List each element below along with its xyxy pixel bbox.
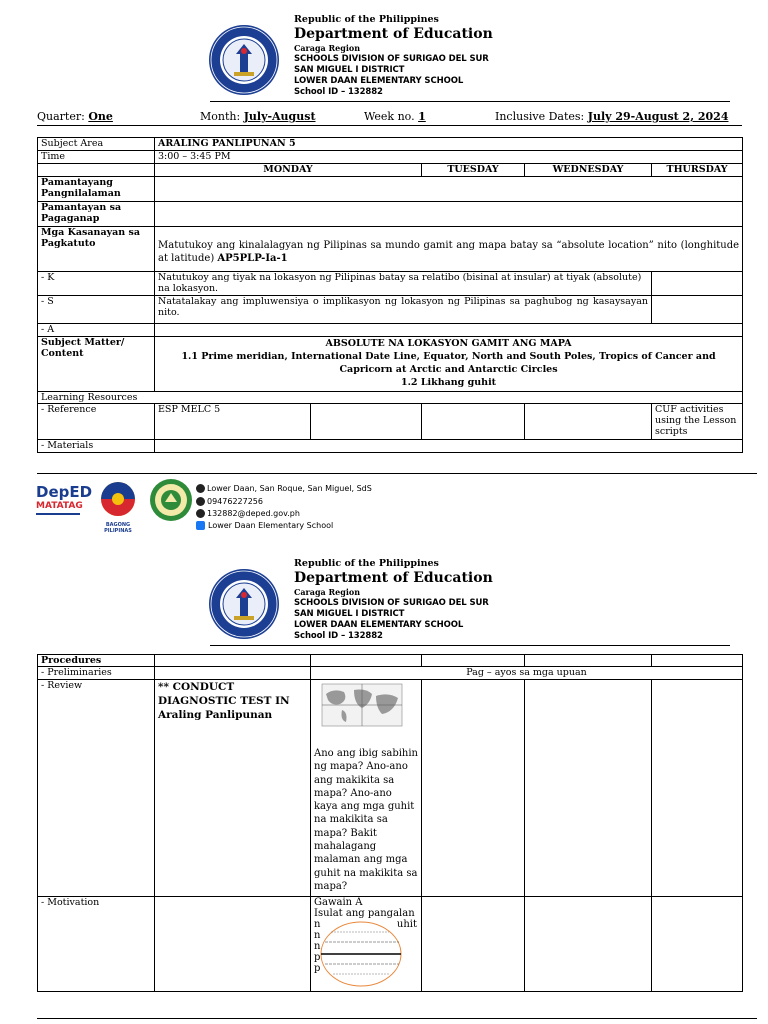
header-divider-page2: [210, 645, 730, 646]
region-label: Caraga Region: [294, 43, 361, 53]
division-label: SCHOOLS DIVISION OF SURIGAO DEL SUR: [294, 54, 489, 64]
preliminaries-value: Pag – ayos sa mga upuan: [311, 667, 743, 680]
motivation-fragments: n n n p p: [314, 919, 321, 974]
preliminaries-label: - Preliminaries: [38, 667, 155, 680]
department-title-page2: Department of Education: [294, 570, 493, 586]
materials-value: [155, 440, 743, 453]
motivation-wednesday: [422, 897, 525, 992]
world-map-image-icon: [314, 682, 410, 730]
email-icon: [196, 509, 205, 518]
reference-monday: ESP MELC 5: [155, 404, 311, 440]
procedures-thu: [525, 655, 652, 667]
footer-phone: 09476227256: [196, 497, 263, 506]
lesson-plan-table: [37, 137, 743, 453]
subject-area-label: Subject Area: [38, 138, 155, 151]
department-title: Department of Education: [294, 26, 493, 42]
motivation-monday: [155, 897, 311, 992]
day-thursday: THURSDAY: [652, 164, 743, 177]
s-label: - S: [38, 296, 155, 324]
reference-label: - Reference: [38, 404, 155, 440]
month-info: Month: July-August: [200, 110, 316, 123]
republic-label-page2: Republic of the Philippines: [294, 558, 439, 569]
a-value: [155, 324, 743, 337]
performance-standard-value: [155, 202, 743, 227]
week-info: Week no. 1: [364, 110, 426, 123]
motivation-fragment-right: uhit: [396, 919, 417, 930]
k-label: - K: [38, 272, 155, 296]
subject-matter-item-2: 1.2 Likhang guhit: [400, 377, 497, 388]
procedures-label: Procedures: [38, 655, 155, 667]
motivation-label: - Motivation: [38, 897, 155, 992]
school-label-page2: LOWER DAAN ELEMENTARY SCHOOL: [294, 620, 464, 630]
time-label: Time: [38, 151, 155, 164]
footer-address: Lower Daan, San Roque, San Miguel, SdS: [196, 484, 372, 493]
month-value: July-August: [243, 110, 316, 123]
division-label-page2: SCHOOLS DIVISION OF SURIGAO DEL SUR: [294, 598, 489, 608]
deped-seal-icon-page2: [208, 568, 280, 640]
content-standard-value: [155, 177, 743, 202]
district-label-page2: SAN MIGUEL I DISTRICT: [294, 609, 405, 619]
matatag-brand: MATATAG: [36, 501, 83, 511]
review-tuesday: [311, 680, 422, 897]
reference-thursday: [525, 404, 652, 440]
deped-matatag-logo: [36, 483, 93, 524]
learning-resources-label: Learning Resources: [38, 392, 743, 404]
materials-label: - Materials: [38, 440, 155, 453]
republic-label: Republic of the Philippines: [294, 14, 439, 25]
region-label-page2: Caraga Region: [294, 587, 361, 597]
day-monday: MONDAY: [155, 164, 422, 177]
k-value: Natutukoy ang tiyak na lokasyon ng Pilipinas batay sa relatibo (bisinal at insular) at tiyak (absolute) na lokasyon.: [155, 272, 652, 296]
s-friday: [652, 296, 743, 324]
oval-diagram-icon: [319, 920, 403, 988]
subject-matter-item-1: 1.1 Prime meridian, International Date Line, Equator, North and South Poles, Tropics of Cancer and Capricorn at Arctic and Antarctic Circles: [181, 351, 716, 375]
facebook-icon: [196, 521, 205, 530]
header-divider: [210, 101, 730, 102]
motivation-thursday: [525, 897, 652, 992]
bagong-pilipinas-logo: [92, 480, 144, 534]
review-monday: ** CONDUCT DIAGNOSTIC TEST IN Araling Panlipunan: [155, 680, 311, 897]
info-divider: [37, 125, 742, 126]
review-label: - Review: [38, 680, 155, 897]
school-seal-icon: [149, 478, 193, 522]
review-friday: [652, 680, 743, 897]
review-questions: Ano ang ibig sabihin ng mapa? Ano-ano ang makikita sa mapa? Ano-ano kaya ang mga guhit na makikita sa mapa? Bakit mahalagang malaman ang mga guhit na makikita sa mapa?: [314, 748, 418, 892]
competency-code: AP5PLP-Ia-1: [217, 253, 288, 264]
review-thursday: [525, 680, 652, 897]
day-header-blank: [38, 164, 155, 177]
district-label: SAN MIGUEL I DISTRICT: [294, 65, 405, 75]
week-value: 1: [418, 110, 426, 123]
dates-value: July 29-August 2, 2024: [587, 110, 729, 123]
reference-wednesday: [422, 404, 525, 440]
motivation-tuesday: [311, 897, 422, 992]
procedures-tue: [311, 655, 422, 667]
reference-tuesday: [311, 404, 422, 440]
day-tuesday: TUESDAY: [422, 164, 525, 177]
a-label: - A: [38, 324, 155, 337]
subject-matter-title: ABSOLUTE NA LOKASYON GAMIT ANG MAPA: [325, 338, 572, 349]
motivation-title: Gawain A: [314, 897, 363, 908]
deped-seal-icon: [208, 24, 280, 96]
motivation-friday: [652, 897, 743, 992]
day-wednesday: WEDNESDAY: [525, 164, 652, 177]
time-value: 3:00 – 3:45 PM: [155, 151, 743, 164]
subject-matter-value: [155, 337, 743, 392]
reference-friday: CUF activities using the Lesson scripts: [652, 404, 743, 440]
performance-standard-label: Pamantayan sa Pagaganap: [38, 202, 155, 227]
footer-divider: [37, 473, 757, 474]
subject-matter-label: Subject Matter/ Content: [38, 337, 155, 392]
competency-label: Mga Kasanayan sa Pagkatuto: [38, 227, 155, 272]
subject-area-value: ARALING PANLIPUNAN 5: [155, 138, 743, 151]
school-id-label: School ID – 132882: [294, 87, 383, 97]
quarter-info: Quarter: One: [37, 110, 113, 123]
footer-facebook: Lower Daan Elementary School: [196, 521, 333, 530]
content-standard-label: Pamantayang Pangnilalaman: [38, 177, 155, 202]
motivation-text: Isulat ang pangalan: [314, 908, 415, 919]
procedures-wed: [422, 655, 525, 667]
k-friday: [652, 272, 743, 296]
phone-icon: [196, 497, 205, 506]
quarter-value: One: [88, 110, 113, 123]
procedures-fri: [652, 655, 743, 667]
footer-divider-page2: [37, 1018, 757, 1019]
review-wednesday: [422, 680, 525, 897]
dates-info: Inclusive Dates: July 29-August 2, 2024: [495, 110, 729, 123]
s-value: Natatalakay ang impluwensiya o implikasyon ng lokasyon ng Pilipinas sa paghubog ng kasaysayan nito.: [155, 296, 652, 324]
school-label: LOWER DAAN ELEMENTARY SCHOOL: [294, 76, 464, 86]
competency-value: Matutukoy ang kinalalagyan ng Pilipinas sa mundo gamit ang mapa batay sa “absolute location” nito (longhitude at latitude) AP5PLP-Ia-1: [155, 227, 743, 272]
deped-brand: DepED: [36, 483, 93, 501]
footer-email: 132882@deped.gov.ph: [196, 509, 300, 518]
procedures-table: [37, 654, 743, 992]
bagong-pilipinas-icon: [92, 480, 144, 518]
bagong-pilipinas-label: BAGONG PILIPINAS: [104, 522, 132, 534]
procedures-mon: [155, 655, 311, 667]
location-icon: [196, 484, 205, 493]
preliminaries-mon: [155, 667, 311, 680]
school-id-label-page2: School ID – 132882: [294, 631, 383, 641]
